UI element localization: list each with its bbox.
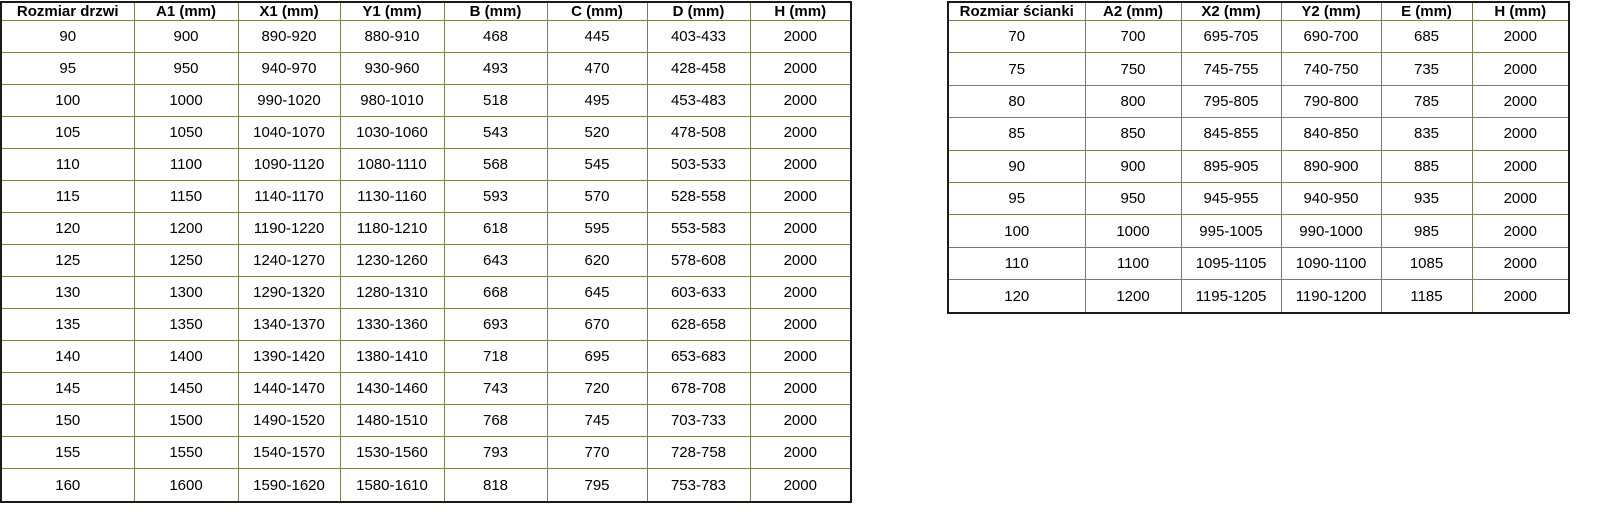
door-size-table: [0, 1, 852, 503]
table-cell: 840-850: [1281, 118, 1381, 150]
column-header: H (mm): [750, 2, 851, 21]
column-header: A2 (mm): [1085, 2, 1181, 21]
table-cell: 120: [948, 280, 1085, 313]
table-cell: 453-483: [647, 85, 750, 117]
table-cell: 570: [547, 181, 647, 213]
table-cell: 900: [134, 21, 238, 53]
table-cell: 1440-1470: [238, 373, 340, 405]
table-cell: 670: [547, 309, 647, 341]
table-cell: 850: [1085, 118, 1181, 150]
table-cell: 545: [547, 149, 647, 181]
table-cell: 495: [547, 85, 647, 117]
table-cell: 1600: [134, 469, 238, 502]
table-cell: 2000: [1472, 215, 1569, 247]
table-cell: 145: [1, 373, 134, 405]
table-row: [948, 215, 1569, 247]
table-cell: 900: [1085, 150, 1181, 182]
table-cell: 1250: [134, 245, 238, 277]
table-cell: 890-920: [238, 21, 340, 53]
table-cell: 690-700: [1281, 21, 1381, 53]
table-cell: 685: [1381, 21, 1472, 53]
table-cell: 1390-1420: [238, 341, 340, 373]
table-cell: 1090-1120: [238, 149, 340, 181]
table-cell: 568: [444, 149, 547, 181]
table-cell: 1530-1560: [340, 437, 444, 469]
wall-table-header: [948, 2, 1569, 21]
column-header: X1 (mm): [238, 2, 340, 21]
table-cell: 603-633: [647, 277, 750, 309]
table-row: [1, 149, 851, 181]
table-cell: 753-783: [647, 469, 750, 502]
table-cell: 2000: [1472, 150, 1569, 182]
column-header: B (mm): [444, 2, 547, 21]
table-cell: 835: [1381, 118, 1472, 150]
table-row: [1, 405, 851, 437]
table-cell: 1580-1610: [340, 469, 444, 502]
table-cell: 1090-1100: [1281, 247, 1381, 279]
column-header: D (mm): [647, 2, 750, 21]
table-cell: 2000: [1472, 182, 1569, 214]
table-cell: 793: [444, 437, 547, 469]
column-header: H (mm): [1472, 2, 1569, 21]
table-cell: 1100: [134, 149, 238, 181]
table-cell: 980-1010: [340, 85, 444, 117]
table-cell: 528-558: [647, 181, 750, 213]
wall-table-body: [948, 21, 1569, 314]
table-cell: 518: [444, 85, 547, 117]
table-cell: 100: [1, 85, 134, 117]
table-cell: 1340-1370: [238, 309, 340, 341]
table-cell: 140: [1, 341, 134, 373]
table-cell: 135: [1, 309, 134, 341]
table-cell: 645: [547, 277, 647, 309]
table-cell: 1080-1110: [340, 149, 444, 181]
door-table-header: [1, 2, 851, 21]
table-row: [1, 213, 851, 245]
table-row: [1, 341, 851, 373]
table-row: [1, 181, 851, 213]
table-cell: 1590-1620: [238, 469, 340, 502]
table-cell: 1190-1220: [238, 213, 340, 245]
table-cell: 115: [1, 181, 134, 213]
table-row: [1, 53, 851, 85]
table-cell: 1550: [134, 437, 238, 469]
table-cell: 2000: [750, 277, 851, 309]
table-cell: 1190-1200: [1281, 280, 1381, 313]
table-cell: 95: [1, 53, 134, 85]
table-cell: 890-900: [1281, 150, 1381, 182]
table-cell: 768: [444, 405, 547, 437]
table-cell: 930-960: [340, 53, 444, 85]
table-cell: 750: [1085, 53, 1181, 85]
table-cell: 85: [948, 118, 1085, 150]
table-row: [948, 182, 1569, 214]
table-cell: 105: [1, 117, 134, 149]
table-cell: 1200: [1085, 280, 1181, 313]
table-cell: 2000: [750, 149, 851, 181]
table-cell: 125: [1, 245, 134, 277]
table-cell: 895-905: [1181, 150, 1281, 182]
table-cell: 1400: [134, 341, 238, 373]
table-cell: 940-950: [1281, 182, 1381, 214]
table-cell: 470: [547, 53, 647, 85]
table-cell: 593: [444, 181, 547, 213]
table-cell: 1100: [1085, 247, 1181, 279]
table-cell: 503-533: [647, 149, 750, 181]
table-cell: 2000: [750, 309, 851, 341]
table-cell: 1040-1070: [238, 117, 340, 149]
table-cell: 130: [1, 277, 134, 309]
table-cell: 543: [444, 117, 547, 149]
table-cell: 155: [1, 437, 134, 469]
table-cell: 1140-1170: [238, 181, 340, 213]
table-cell: 620: [547, 245, 647, 277]
table-row: [1, 469, 851, 502]
table-cell: 1195-1205: [1181, 280, 1281, 313]
table-cell: 1380-1410: [340, 341, 444, 373]
table-cell: 880-910: [340, 21, 444, 53]
table-cell: 2000: [750, 341, 851, 373]
table-cell: 845-855: [1181, 118, 1281, 150]
table-cell: 653-683: [647, 341, 750, 373]
table-cell: 695-705: [1181, 21, 1281, 53]
table-row: [1, 277, 851, 309]
column-header: Rozmiar drzwi: [1, 2, 134, 21]
table-cell: 1095-1105: [1181, 247, 1281, 279]
table-cell: 120: [1, 213, 134, 245]
table-row: [948, 118, 1569, 150]
table-cell: 578-608: [647, 245, 750, 277]
table-cell: 950: [134, 53, 238, 85]
table-row: [1, 373, 851, 405]
table-cell: 668: [444, 277, 547, 309]
table-cell: 885: [1381, 150, 1472, 182]
table-cell: 735: [1381, 53, 1472, 85]
table-cell: 1200: [134, 213, 238, 245]
table-cell: 728-758: [647, 437, 750, 469]
table-cell: 720: [547, 373, 647, 405]
table-cell: 2000: [1472, 85, 1569, 117]
table-cell: 1230-1260: [340, 245, 444, 277]
table-cell: 2000: [1472, 53, 1569, 85]
table-cell: 110: [948, 247, 1085, 279]
table-cell: 2000: [750, 53, 851, 85]
table-row: [948, 150, 1569, 182]
table-row: [1, 245, 851, 277]
table-cell: 995-1005: [1181, 215, 1281, 247]
table-cell: 2000: [750, 405, 851, 437]
table-cell: 110: [1, 149, 134, 181]
table-cell: 2000: [750, 213, 851, 245]
table-row: [1, 21, 851, 53]
table-cell: 1290-1320: [238, 277, 340, 309]
table-cell: 75: [948, 53, 1085, 85]
table-cell: 1330-1360: [340, 309, 444, 341]
table-cell: 520: [547, 117, 647, 149]
table-cell: 1300: [134, 277, 238, 309]
table-row: [948, 53, 1569, 85]
table-row: [948, 85, 1569, 117]
table-cell: 468: [444, 21, 547, 53]
column-header: Y1 (mm): [340, 2, 444, 21]
table-cell: 718: [444, 341, 547, 373]
table-cell: 493: [444, 53, 547, 85]
table-cell: 403-433: [647, 21, 750, 53]
table-cell: 950: [1085, 182, 1181, 214]
table-cell: 2000: [750, 117, 851, 149]
table-cell: 795-805: [1181, 85, 1281, 117]
table-cell: 745-755: [1181, 53, 1281, 85]
table-cell: 1000: [134, 85, 238, 117]
table-cell: 1450: [134, 373, 238, 405]
table-cell: 2000: [1472, 247, 1569, 279]
table-cell: 553-583: [647, 213, 750, 245]
table-cell: 985: [1381, 215, 1472, 247]
table-row: [1, 309, 851, 341]
table-cell: 618: [444, 213, 547, 245]
table-cell: 90: [1, 21, 134, 53]
table-cell: 743: [444, 373, 547, 405]
column-header: E (mm): [1381, 2, 1472, 21]
table-cell: 2000: [750, 181, 851, 213]
table-cell: 643: [444, 245, 547, 277]
table-row: [948, 247, 1569, 279]
table-cell: 1280-1310: [340, 277, 444, 309]
header-row: [948, 2, 1569, 21]
column-header: Y2 (mm): [1281, 2, 1381, 21]
table-cell: 745: [547, 405, 647, 437]
table-cell: 703-733: [647, 405, 750, 437]
table-cell: 990-1000: [1281, 215, 1381, 247]
table-cell: 428-458: [647, 53, 750, 85]
table-cell: 1185: [1381, 280, 1472, 313]
column-header: X2 (mm): [1181, 2, 1281, 21]
table-cell: 90: [948, 150, 1085, 182]
table-cell: 160: [1, 469, 134, 502]
table-cell: 2000: [750, 469, 851, 502]
table-cell: 935: [1381, 182, 1472, 214]
table-cell: 1180-1210: [340, 213, 444, 245]
table-cell: 990-1020: [238, 85, 340, 117]
table-cell: 678-708: [647, 373, 750, 405]
table-cell: 70: [948, 21, 1085, 53]
wall-size-table: [947, 1, 1570, 314]
door-table-body: [1, 21, 851, 503]
table-cell: 95: [948, 182, 1085, 214]
table-cell: 1000: [1085, 215, 1181, 247]
table-cell: 2000: [750, 437, 851, 469]
table-cell: 1430-1460: [340, 373, 444, 405]
table-cell: 785: [1381, 85, 1472, 117]
table-row: [948, 280, 1569, 313]
table-cell: 2000: [750, 21, 851, 53]
table-cell: 1540-1570: [238, 437, 340, 469]
table-cell: 2000: [1472, 21, 1569, 53]
table-cell: 693: [444, 309, 547, 341]
table-cell: 770: [547, 437, 647, 469]
table-cell: 1130-1160: [340, 181, 444, 213]
column-header: A1 (mm): [134, 2, 238, 21]
table-cell: 2000: [1472, 280, 1569, 313]
table-cell: 1085: [1381, 247, 1472, 279]
column-header: C (mm): [547, 2, 647, 21]
table-cell: 2000: [750, 245, 851, 277]
table-cell: 595: [547, 213, 647, 245]
header-row: [1, 2, 851, 21]
table-cell: 2000: [1472, 118, 1569, 150]
table-cell: 695: [547, 341, 647, 373]
table-row: [1, 85, 851, 117]
table-cell: 478-508: [647, 117, 750, 149]
table-cell: 1150: [134, 181, 238, 213]
table-cell: 1350: [134, 309, 238, 341]
table-cell: 2000: [750, 85, 851, 117]
table-cell: 80: [948, 85, 1085, 117]
table-cell: 1050: [134, 117, 238, 149]
table-cell: 790-800: [1281, 85, 1381, 117]
table-cell: 700: [1085, 21, 1181, 53]
table-row: [1, 117, 851, 149]
table-cell: 940-970: [238, 53, 340, 85]
table-cell: 1500: [134, 405, 238, 437]
table-row: [948, 21, 1569, 53]
table-cell: 800: [1085, 85, 1181, 117]
table-cell: 740-750: [1281, 53, 1381, 85]
column-header: Rozmiar ścianki: [948, 2, 1085, 21]
table-cell: 100: [948, 215, 1085, 247]
table-cell: 945-955: [1181, 182, 1281, 214]
table-row: [1, 437, 851, 469]
table-cell: 1490-1520: [238, 405, 340, 437]
table-cell: 2000: [750, 373, 851, 405]
table-cell: 818: [444, 469, 547, 502]
table-cell: 1240-1270: [238, 245, 340, 277]
table-cell: 445: [547, 21, 647, 53]
table-cell: 795: [547, 469, 647, 502]
table-cell: 1030-1060: [340, 117, 444, 149]
table-cell: 628-658: [647, 309, 750, 341]
table-cell: 150: [1, 405, 134, 437]
table-cell: 1480-1510: [340, 405, 444, 437]
